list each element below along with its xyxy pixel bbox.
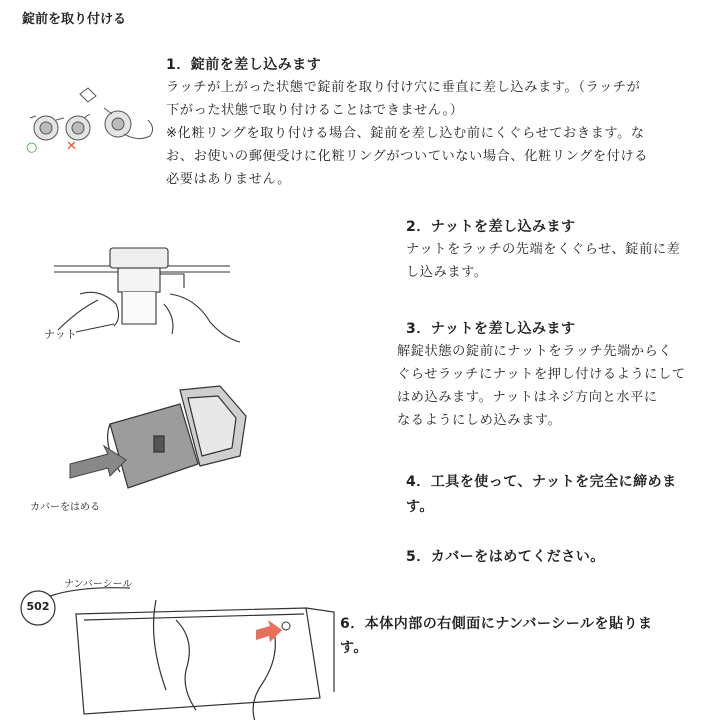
step1-line: 下がった状態で取り付けることはできません。）: [166, 103, 464, 118]
step3-heading: 3．ナットを差し込みます: [406, 321, 576, 337]
step3-line: 解錠状態の錠前にナットをラッチ先端からく: [397, 344, 673, 359]
step6-text: [340, 612, 653, 660]
step1-line: お、お使いの郵便受けに化粧リングがついていない場合、化粧リングを付ける: [166, 149, 649, 164]
step3-line: はめ込みます。ナットはネジ方向と水平に: [397, 390, 658, 405]
step1-line: ※化粧リングを取り付ける場合、錠前を差し込む前にくぐらせておきます。な: [166, 126, 645, 141]
cover-label: カバーをはめる: [30, 502, 100, 513]
step6-line: 6．本体内部の右側面にナンバーシールを貼りま: [340, 616, 653, 632]
cover-illustration: [70, 380, 250, 490]
nut-label: ナット: [44, 328, 77, 341]
page-title: 錠前を取り付ける: [22, 12, 127, 27]
step6-line: す。: [340, 640, 368, 656]
sticker-label: ナンバーシール: [64, 579, 133, 590]
step3-line: ぐらせラッチにナットを押し付けるようにして: [397, 367, 686, 382]
nut-leader-line: [76, 322, 116, 336]
ok-mark-icon: ○: [26, 140, 38, 155]
step2-body: [406, 238, 680, 284]
step1-heading: 1．錠前を差し込みます: [166, 57, 322, 73]
step3-body: [397, 340, 686, 432]
step2-line: ナットをラッチの先端をくぐらせ、錠前に差: [406, 242, 681, 257]
lock-insert-illustration: [20, 88, 160, 158]
step2-line: し込みます。: [406, 265, 488, 280]
ng-mark-icon: ✕: [66, 139, 77, 154]
step4-line: す。: [406, 499, 434, 515]
step2-heading: 2．ナットを差し込みます: [406, 219, 576, 235]
step1-line: 必要はありません。: [166, 172, 291, 187]
sticker-number: 502: [26, 600, 50, 613]
step1-body: [166, 76, 648, 191]
number-sticker-illustration: [16, 580, 336, 720]
step5-heading: 5．カバーをはめてください。: [406, 549, 605, 565]
step4-text: [406, 470, 677, 520]
step3-line: なるようにしめ込みます。: [397, 413, 562, 428]
step4-line: 4．工具を使って、ナットを完全に締めま: [406, 474, 677, 490]
step1-line: ラッチが上がった状態で錠前を取り付け穴に垂直に差し込みます。（ラッチが: [166, 80, 641, 95]
